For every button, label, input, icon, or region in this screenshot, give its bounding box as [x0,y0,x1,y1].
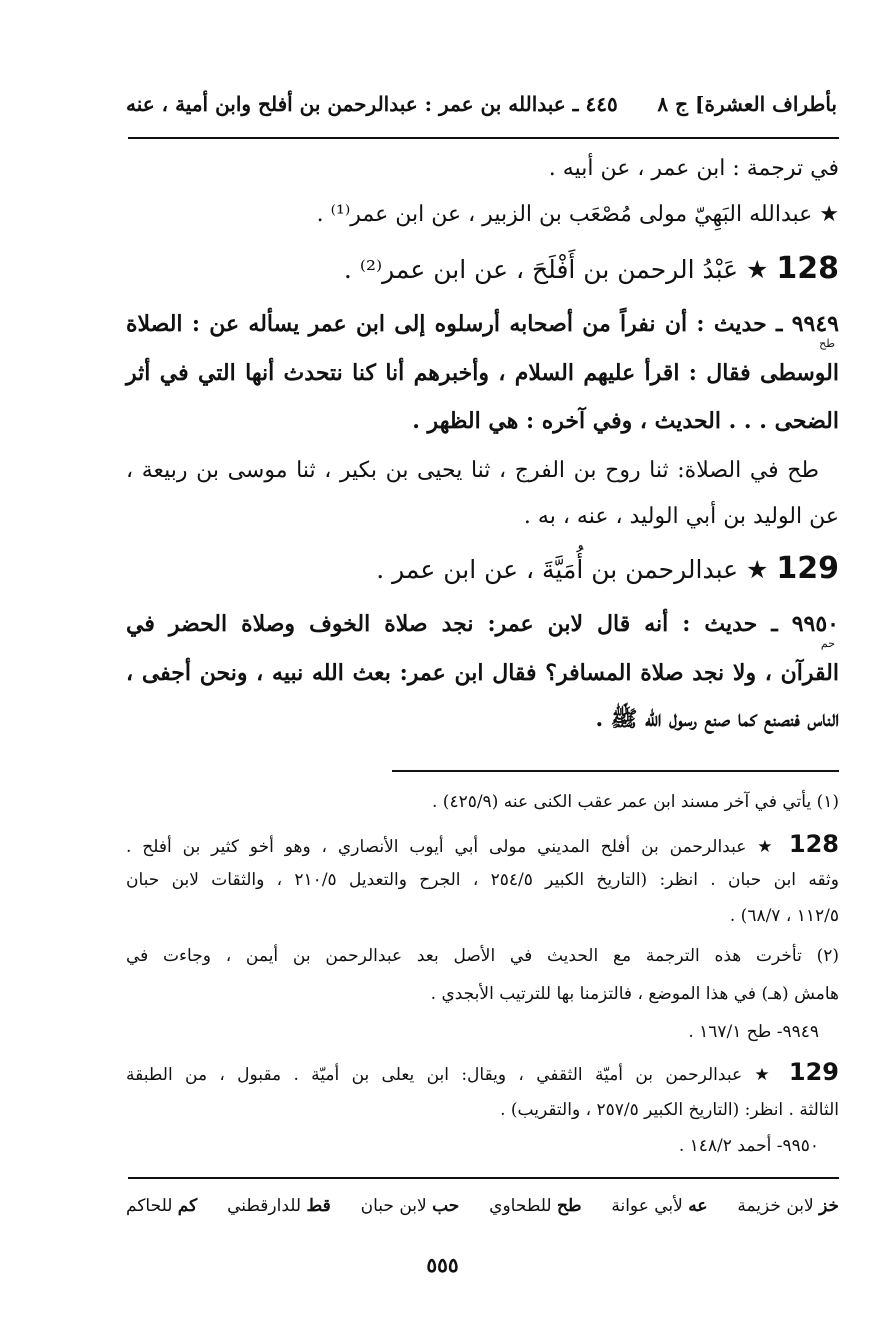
footnote-line: ٩٩٤٩- طح ١٦٧/١ . [688,1022,819,1042]
footnote-rule [392,770,839,772]
abbreviation-item: حب لابن حبان [360,1196,460,1216]
abbreviation-item: كم للحاكم [126,1196,198,1216]
footnote-line: ٩٩٥٠- أحمد ١٤٨/٢ . [678,1136,819,1156]
header-rule [128,137,839,139]
footnote-128 [126,832,839,856]
entry-title: ★ عبدالرحمن بن أُمَيَّةَ ، عن ابن عمر . [376,555,769,584]
abbreviation-item: عه لأبي عوانة [611,1196,708,1216]
margin-symbol: حم [820,637,835,650]
footnote-129 [126,1060,839,1084]
page-number: ٥٥٥ [426,1253,459,1277]
takhrij-line: طح في الصلاة: ثنا روح بن الفرج ، ثنا يحيى بن بكير ، ثنا موسى بن ربيعة ، [126,458,819,483]
body-line: ★ عبدالله البَهِيّ مولى مُصْعَب بن الزبير ، عن ابن عمر⁽¹⁾ . [316,202,839,227]
abbreviations-rule [128,1177,839,1179]
abbreviation-item: قط للدارقطني [227,1196,331,1216]
body-line: في ترجمة : ابن عمر ، عن أبيه . [548,156,839,181]
footnote-text: ★ عبدالرحمن بن أفلح المديني مولى أبي أيوب الأنصاري ، وهو أخو كثير بن أفلح . [126,837,778,857]
hadith-line: القرآن ، ولا نجد صلاة المسافر؟ فقال ابن عمر: بعث الله نبيه ، ونحن أجفى ، [126,660,839,686]
footnote-line: ١١٢/٥ ، ٦٨/٧) . [729,906,839,926]
footnote-line: هامش (هـ) في هذا الموضع ، فالتزمنا بها للترتيب الأبجدي . [430,984,839,1004]
hadith-line: الضحى . . . الحديث ، وفي آخره : هي الظهر . [412,408,839,434]
entry-heading-128 [126,251,839,286]
footnote: (١) يأتي في آخر مسند ابن عمر عقب الكنى عنه (٤٢٥/٩) . [431,792,839,812]
entry-heading-129 [126,551,839,586]
hadith-line: ٩٩٥٠ ـ حديث : أنه قال لابن عمر: نجد صلاة الخوف وصلاة الحضر في [126,611,839,637]
entry-number: 128 [776,251,839,286]
footnote-line: وثقه ابن حبان . انظر: (التاريخ الكبير ٢٥٤/٥ ، الجرح والتعديل ٢١٠/٥ ، والثقات لابن حبان [126,870,839,890]
running-header [126,84,837,124]
takhrij-line: عن الوليد بن أبي الوليد ، عنه ، به . [523,504,839,529]
footnote-line: (٢) تأخرت هذه الترجمة مع الحديث في الأصل بعد عبدالرحمن بن أيمن ، وجاءت في [126,946,839,966]
hadith-line: الوسطى فقال : اقرأ عليهم السلام ، وأخبرهم أنا كنا نتحدث أنها التي في أثر [126,360,839,386]
footnote-line: الثالثة . انظر: (التاريخ الكبير ٢٥٧/٥ ، والتقريب) . [500,1100,839,1120]
header-chapter: ٤٤٥ ـ عبدالله بن عمر : عبدالرحمن بن أفلح وابن أمية ، عنه [126,92,618,116]
footnote-number: 129 [788,1058,839,1086]
abbreviation-key [126,1196,839,1216]
header-volume: بأطراف العشرة] ج ٨ [657,92,837,116]
footnote-text: ★ عبدالرحمن بن أميّة الثقفي ، ويقال: ابن يعلى بن أميّة . مقبول ، من الطبقة [126,1065,777,1085]
footnote-number: 128 [788,830,839,858]
margin-symbol: طح [819,337,835,350]
hadith-line: ٩٩٤٩ ـ حديث : أن نفراً من أصحابه أرسلوه إلى ابن عمر يسأله عن : الصلاة [126,311,839,337]
entry-number: 129 [776,551,839,586]
abbreviation-item: طح للطحاوي [489,1196,582,1216]
abbreviation-item: خز لابن خزيمة [737,1196,839,1216]
hadith-line: الناس فنصنع كما صنع رسول الله ﷺ . [595,706,839,732]
entry-title: ★ عَبْدُ الرحمن بن أَفْلَحَ ، عن ابن عمر⁽²⁾ . [343,255,769,284]
